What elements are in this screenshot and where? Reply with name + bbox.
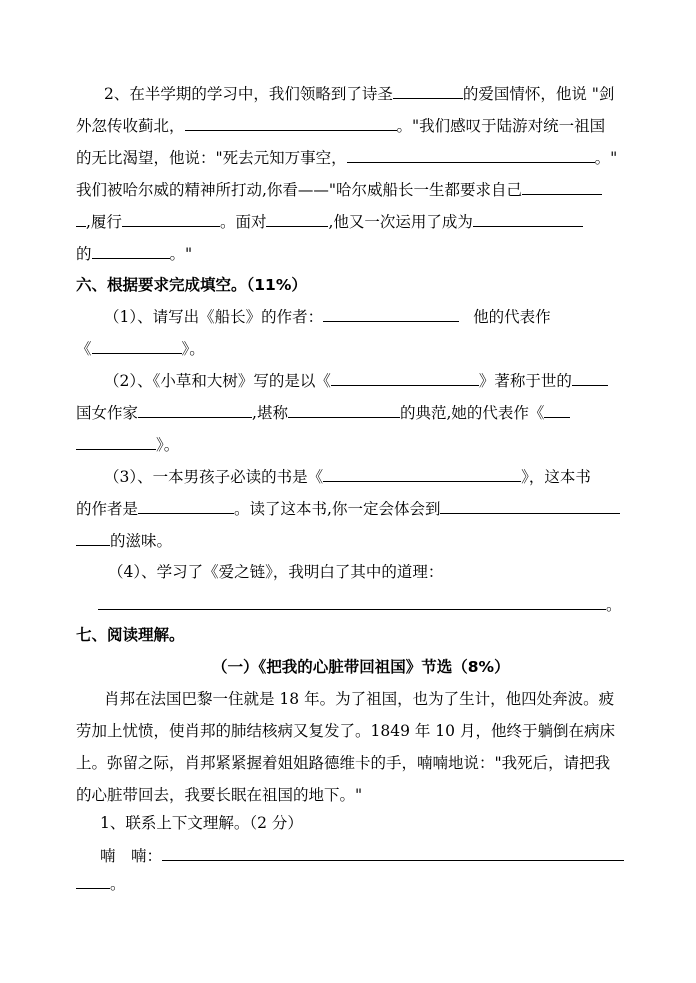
blank[interactable] bbox=[266, 211, 328, 227]
s6-q3-line-1: （3）、一本男孩子必读的书是《 》，这本书 bbox=[104, 468, 591, 486]
q2-line-1: 2、在半学期的学习中，我们领略到了诗圣 的爱国情怀，他说 "剑 bbox=[104, 85, 615, 103]
s6-q3-line-2: 的作者是 。读了这本书,你一定会体会到 bbox=[76, 498, 620, 519]
s7-q1-line-2: 。 bbox=[76, 873, 126, 894]
blank[interactable] bbox=[323, 466, 521, 482]
blank[interactable] bbox=[522, 179, 602, 195]
passage-line-4: 的心脏带回去，我要长眠在祖国的地下。" bbox=[76, 786, 363, 804]
blank[interactable] bbox=[76, 434, 156, 450]
section-7-title: 七、阅读理解。 bbox=[76, 626, 185, 644]
blank[interactable] bbox=[393, 83, 463, 99]
blank[interactable] bbox=[76, 873, 110, 889]
blank[interactable] bbox=[92, 243, 170, 259]
blank[interactable] bbox=[440, 498, 620, 514]
s6-q4-line-1: （4）、学习了《爱之链》，我明白了其中的道理： bbox=[108, 563, 444, 581]
q2-line-2: 外忽传收蓟北， 。"我们感叹于陆游对统一祖国 bbox=[76, 117, 606, 135]
blank[interactable] bbox=[473, 211, 583, 227]
blank[interactable] bbox=[98, 594, 606, 610]
passage-line-3: 上。弥留之际，肖邦紧紧握着姐姐路德维卡的手，喃喃地说："我死后，请把我 bbox=[76, 754, 611, 772]
s6-q3-line-3: 的滋味。 bbox=[76, 530, 172, 551]
blank[interactable] bbox=[572, 370, 608, 386]
q2-line-3: 的无比渴望，他说："死去元知万事空， 。" bbox=[76, 149, 618, 167]
s6-q4-line-2: 。 bbox=[98, 594, 622, 615]
blank[interactable] bbox=[185, 115, 397, 131]
blank[interactable] bbox=[76, 211, 86, 227]
passage-line-2: 劳加上忧愤，使肖邦的肺结核病又复发了。1849 年 10 月，他终于躺倒在病床 bbox=[76, 722, 615, 740]
blank[interactable] bbox=[162, 845, 624, 861]
blank[interactable] bbox=[331, 370, 479, 386]
reading-subtitle: （一）《把我的心脏带回祖国》节选（8%） bbox=[212, 658, 510, 676]
blank[interactable] bbox=[122, 211, 220, 227]
blank[interactable] bbox=[544, 402, 570, 418]
blank[interactable] bbox=[76, 530, 110, 546]
s7-q1-line-1: 喃 喃： bbox=[100, 845, 624, 866]
passage-line-1: 肖邦在法国巴黎一住就是 18 年。为了祖国，也为了生计，他四处奔波。疲 bbox=[104, 690, 615, 708]
s6-q2-line-1: （2）、《小草和大树》写的是以《 》著称于世的 bbox=[104, 370, 608, 391]
q2-line-6: 的 。" bbox=[76, 245, 193, 263]
q2-line-4: 我们被哈尔威的精神所打动,你看——"哈尔威船长一生都要求自己 bbox=[76, 179, 602, 200]
s6-q2-line-2: 国女作家 ,堪称 的典范,她的代表作《 bbox=[76, 402, 570, 423]
q2-line-5: ,履行 。面对 ,他又一次运用了成为 bbox=[76, 211, 583, 232]
s6-q2-line-3: 》。 bbox=[76, 434, 179, 455]
blank[interactable] bbox=[138, 498, 234, 514]
blank[interactable] bbox=[288, 402, 400, 418]
s6-q1-line-1: （1）、请写出《船长》的作者： 他的代表作 bbox=[104, 308, 551, 326]
blank[interactable] bbox=[347, 147, 595, 163]
s6-q1-line-2: 《 》。 bbox=[76, 340, 205, 358]
blank[interactable] bbox=[92, 338, 182, 354]
blank[interactable] bbox=[323, 306, 459, 322]
s7-q1-title: 1、联系上下文理解。（2 分） bbox=[100, 814, 303, 832]
section-6-title: 六、根据要求完成填空。（11%） bbox=[76, 276, 307, 294]
blank[interactable] bbox=[138, 402, 252, 418]
